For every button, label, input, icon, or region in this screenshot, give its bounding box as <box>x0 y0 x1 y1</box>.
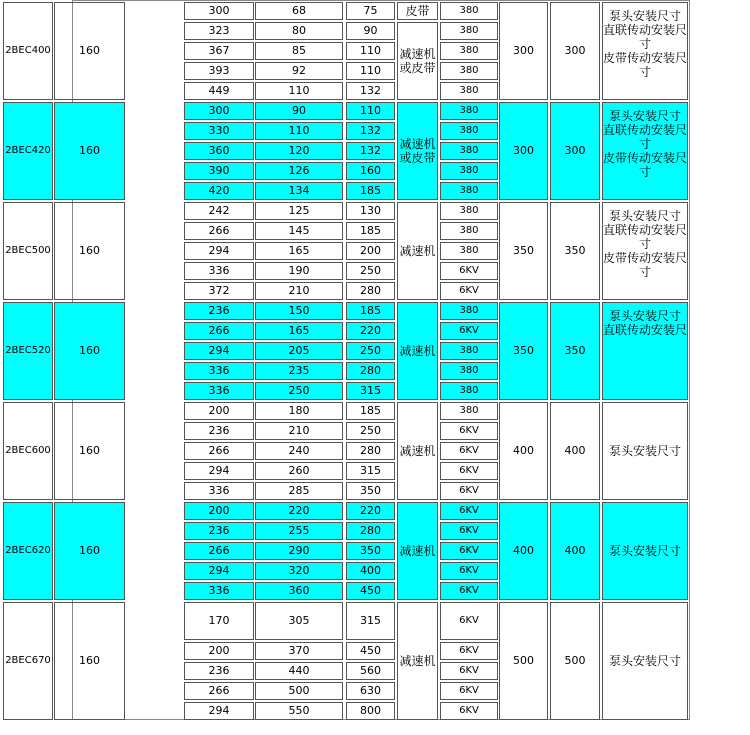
capacity-cell: 210 <box>255 282 343 300</box>
install-note: 直联传动安装尺寸 <box>603 123 688 151</box>
outlet-cell: 350 <box>550 302 600 400</box>
capacity-cell: 370 <box>255 642 343 660</box>
power-cell: 220 <box>346 322 395 340</box>
install-note: 直联传动安装尺 <box>603 323 688 337</box>
power-cell: 132 <box>346 142 395 160</box>
speed-cell: 200 <box>184 402 254 420</box>
model-cell: 2BEC670 <box>3 602 53 720</box>
drive-type-cell: 减速机 <box>397 502 438 600</box>
inlet-cell: 300 <box>499 2 548 100</box>
capacity-cell: 440 <box>255 662 343 680</box>
speed-cell: 294 <box>184 562 254 580</box>
speed-cell: 236 <box>184 522 254 540</box>
voltage-cell: 380 <box>440 202 498 220</box>
drive-type-cell: 减速机 <box>397 202 438 300</box>
speed-cell: 236 <box>184 662 254 680</box>
capacity-cell: 255 <box>255 522 343 540</box>
voltage-cell: 380 <box>440 62 498 80</box>
capacity-cell: 290 <box>255 542 343 560</box>
speed-cell: 360 <box>184 142 254 160</box>
power-cell: 110 <box>346 42 395 60</box>
power-cell: 280 <box>346 282 395 300</box>
speed-cell: 294 <box>184 462 254 480</box>
speed-cell: 266 <box>184 682 254 700</box>
capacity-cell: 210 <box>255 422 343 440</box>
power-cell: 350 <box>346 542 395 560</box>
capacity-cell: 80 <box>255 22 343 40</box>
power-cell: 185 <box>346 402 395 420</box>
outlet-cell: 350 <box>550 202 600 300</box>
voltage-cell: 6KV <box>440 682 498 700</box>
voltage-cell: 380 <box>440 382 498 400</box>
speed-cell: 420 <box>184 182 254 200</box>
install-notes-cell <box>602 2 688 100</box>
capacity-cell: 92 <box>255 62 343 80</box>
speed-cell: 294 <box>184 702 254 720</box>
speed-cell: 242 <box>184 202 254 220</box>
voltage-cell: 6KV <box>440 602 498 640</box>
voltage-cell: 380 <box>440 162 498 180</box>
outlet-cell: 300 <box>550 2 600 100</box>
voltage-cell: 380 <box>440 82 498 100</box>
inlet-cell: 300 <box>499 102 548 200</box>
inlet-cell: 400 <box>499 402 548 500</box>
capacity-cell: 165 <box>255 322 343 340</box>
capacity-cell: 240 <box>255 442 343 460</box>
speed-cell: 294 <box>184 242 254 260</box>
capacity-cell: 550 <box>255 702 343 720</box>
model-cell: 2BEC620 <box>3 502 53 600</box>
outlet-cell: 500 <box>550 602 600 720</box>
power-cell: 280 <box>346 522 395 540</box>
capacity-cell: 68 <box>255 2 343 20</box>
inlet-cell: 350 <box>499 302 548 400</box>
speed-cell: 300 <box>184 2 254 20</box>
install-notes-cell <box>602 302 688 400</box>
model-cell: 2BEC500 <box>3 202 53 300</box>
drive-type-cell: 皮带 <box>397 2 438 20</box>
power-cell: 220 <box>346 502 395 520</box>
install-note: 泵头安装尺寸 <box>608 309 681 323</box>
capacity-cell: 134 <box>255 182 343 200</box>
power-cell: 160 <box>346 162 395 180</box>
power-cell: 110 <box>346 62 395 80</box>
power-cell: 90 <box>346 22 395 40</box>
voltage-cell: 6KV <box>440 542 498 560</box>
speed-cell: 336 <box>184 582 254 600</box>
speed-cell: 336 <box>184 482 254 500</box>
capacity-cell: 250 <box>255 382 343 400</box>
install-note: 直联传动安装尺寸 <box>603 23 688 51</box>
speed-cell: 390 <box>184 162 254 180</box>
power-cell: 200 <box>346 242 395 260</box>
capacity-cell: 320 <box>255 562 343 580</box>
voltage-cell: 6KV <box>440 702 498 720</box>
capacity-cell: 205 <box>255 342 343 360</box>
power-cell: 315 <box>346 382 395 400</box>
speed-cell: 266 <box>184 442 254 460</box>
power-cell: 450 <box>346 642 395 660</box>
speed-cell: 170 <box>184 602 254 640</box>
power-cell: 350 <box>346 482 395 500</box>
voltage-cell: 6KV <box>440 482 498 500</box>
speed-cell: 294 <box>184 342 254 360</box>
power-cell: 132 <box>346 122 395 140</box>
power-cell: 250 <box>346 342 395 360</box>
speed-cell: 449 <box>184 82 254 100</box>
install-note: 泵头安装尺寸 <box>608 444 681 458</box>
rated-value-cell: 160 <box>54 502 125 600</box>
voltage-cell: 380 <box>440 22 498 40</box>
capacity-cell: 260 <box>255 462 343 480</box>
power-cell: 800 <box>346 702 395 720</box>
install-notes-cell <box>602 402 688 500</box>
power-cell: 130 <box>346 202 395 220</box>
voltage-cell: 380 <box>440 342 498 360</box>
speed-cell: 336 <box>184 382 254 400</box>
speed-cell: 266 <box>184 542 254 560</box>
spec-table <box>5 0 690 720</box>
capacity-cell: 305 <box>255 602 343 640</box>
model-cell: 2BEC400 <box>3 2 53 100</box>
capacity-cell: 126 <box>255 162 343 180</box>
voltage-cell: 6KV <box>440 262 498 280</box>
drive-type-cell: 减速机 <box>397 602 438 720</box>
voltage-cell: 380 <box>440 142 498 160</box>
capacity-cell: 180 <box>255 402 343 420</box>
capacity-cell: 165 <box>255 242 343 260</box>
install-note: 泵头安装尺寸 <box>608 209 681 223</box>
voltage-cell: 380 <box>440 222 498 240</box>
power-cell: 185 <box>346 182 395 200</box>
power-cell: 250 <box>346 262 395 280</box>
power-cell: 280 <box>346 442 395 460</box>
power-cell: 315 <box>346 462 395 480</box>
model-cell: 2BEC600 <box>3 402 53 500</box>
capacity-cell: 190 <box>255 262 343 280</box>
install-notes-cell <box>602 102 688 200</box>
outlet-cell: 400 <box>550 402 600 500</box>
power-cell: 315 <box>346 602 395 640</box>
inlet-cell: 350 <box>499 202 548 300</box>
voltage-cell: 6KV <box>440 582 498 600</box>
install-notes-cell <box>602 502 688 600</box>
install-note: 皮带传动安装尺寸 <box>603 251 688 279</box>
rated-value-cell: 160 <box>54 2 125 100</box>
install-note: 泵头安装尺寸 <box>608 9 681 23</box>
capacity-cell: 110 <box>255 122 343 140</box>
voltage-cell: 380 <box>440 402 498 420</box>
speed-cell: 200 <box>184 642 254 660</box>
voltage-cell: 6KV <box>440 422 498 440</box>
voltage-cell: 380 <box>440 302 498 320</box>
install-notes-cell <box>602 602 688 720</box>
model-cell: 2BEC420 <box>3 102 53 200</box>
speed-cell: 336 <box>184 362 254 380</box>
capacity-cell: 235 <box>255 362 343 380</box>
drive-type-cell: 减速机 <box>397 302 438 400</box>
capacity-cell: 120 <box>255 142 343 160</box>
speed-cell: 200 <box>184 502 254 520</box>
speed-cell: 323 <box>184 22 254 40</box>
power-cell: 450 <box>346 582 395 600</box>
speed-cell: 266 <box>184 222 254 240</box>
voltage-cell: 6KV <box>440 282 498 300</box>
speed-cell: 372 <box>184 282 254 300</box>
drive-type-cell: 减速机或皮带 <box>397 102 438 200</box>
voltage-cell: 6KV <box>440 442 498 460</box>
voltage-cell: 380 <box>440 42 498 60</box>
power-cell: 280 <box>346 362 395 380</box>
rated-value-cell: 160 <box>54 602 125 720</box>
capacity-cell: 150 <box>255 302 343 320</box>
install-note: 泵头安装尺寸 <box>608 544 681 558</box>
voltage-cell: 6KV <box>440 502 498 520</box>
voltage-cell: 380 <box>440 102 498 120</box>
power-cell: 75 <box>346 2 395 20</box>
speed-cell: 336 <box>184 262 254 280</box>
speed-cell: 236 <box>184 422 254 440</box>
rated-value-cell: 160 <box>54 202 125 300</box>
speed-cell: 266 <box>184 322 254 340</box>
install-note: 皮带传动安装尺寸 <box>603 51 688 79</box>
outlet-cell: 300 <box>550 102 600 200</box>
capacity-cell: 285 <box>255 482 343 500</box>
install-note: 泵头安装尺寸 <box>608 109 681 123</box>
speed-cell: 367 <box>184 42 254 60</box>
power-cell: 110 <box>346 102 395 120</box>
voltage-cell: 380 <box>440 122 498 140</box>
voltage-cell: 6KV <box>440 642 498 660</box>
drive-type-cell: 减速机 <box>397 402 438 500</box>
capacity-cell: 220 <box>255 502 343 520</box>
speed-cell: 393 <box>184 62 254 80</box>
voltage-cell: 6KV <box>440 662 498 680</box>
capacity-cell: 500 <box>255 682 343 700</box>
capacity-cell: 110 <box>255 82 343 100</box>
power-cell: 560 <box>346 662 395 680</box>
power-cell: 132 <box>346 82 395 100</box>
inlet-cell: 400 <box>499 502 548 600</box>
voltage-cell: 6KV <box>440 562 498 580</box>
capacity-cell: 85 <box>255 42 343 60</box>
capacity-cell: 360 <box>255 582 343 600</box>
voltage-cell: 6KV <box>440 462 498 480</box>
speed-cell: 330 <box>184 122 254 140</box>
rated-value-cell: 160 <box>54 402 125 500</box>
power-cell: 400 <box>346 562 395 580</box>
rated-value-cell: 160 <box>54 302 125 400</box>
model-cell: 2BEC520 <box>3 302 53 400</box>
outlet-cell: 400 <box>550 502 600 600</box>
voltage-cell: 380 <box>440 2 498 20</box>
inlet-cell: 500 <box>499 602 548 720</box>
install-note: 泵头安装尺寸 <box>608 654 681 668</box>
power-cell: 630 <box>346 682 395 700</box>
voltage-cell: 380 <box>440 362 498 380</box>
speed-cell: 300 <box>184 102 254 120</box>
voltage-cell: 6KV <box>440 322 498 340</box>
install-notes-cell <box>602 202 688 300</box>
speed-cell: 236 <box>184 302 254 320</box>
voltage-cell: 380 <box>440 242 498 260</box>
power-cell: 185 <box>346 302 395 320</box>
power-cell: 250 <box>346 422 395 440</box>
install-note: 皮带传动安装尺寸 <box>603 151 688 179</box>
install-note: 直联传动安装尺寸 <box>603 223 688 251</box>
capacity-cell: 90 <box>255 102 343 120</box>
voltage-cell: 6KV <box>440 522 498 540</box>
power-cell: 185 <box>346 222 395 240</box>
voltage-cell: 380 <box>440 182 498 200</box>
capacity-cell: 145 <box>255 222 343 240</box>
rated-value-cell: 160 <box>54 102 125 200</box>
drive-type-cell: 减速机或皮带 <box>397 22 438 100</box>
capacity-cell: 125 <box>255 202 343 220</box>
